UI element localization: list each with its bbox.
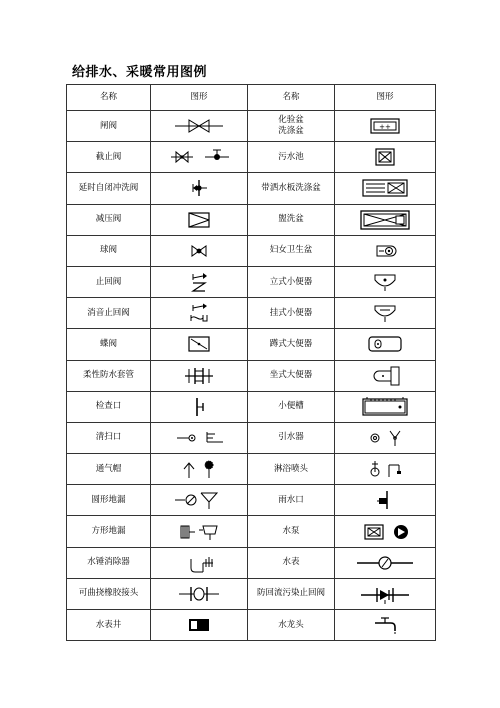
name-cell: 水泵 [248,516,335,547]
symbol-cell [151,360,248,391]
symbol-cell [151,204,248,235]
wall-urinal-icon [335,303,435,323]
name-cell: 盥洗盆 [248,204,335,235]
sewage-pool-icon [335,147,435,167]
name-cell: 减压阀 [67,204,151,235]
name-cell: 水龙头 [248,610,335,641]
table-row [67,329,436,360]
symbol-cell [151,266,248,297]
header-symbol-1: 图形 [151,85,248,111]
symbol-cell [151,454,248,485]
table-row [67,391,436,422]
symbol-cell [335,329,436,360]
cleanout-icon [151,428,247,448]
symbol-cell [335,610,436,641]
water-pump-icon [335,522,435,542]
butterfly-valve-icon [151,334,247,354]
document-title: 给排水、采暖常用图例 [72,65,208,80]
symbol-cell [151,329,248,360]
name-cell: 蹲式大便器 [248,329,335,360]
symbol-cell [335,454,436,485]
water-meter-icon [335,553,435,573]
gate-valve-icon [151,116,247,136]
name-cell: 消音止回阀 [67,298,151,329]
delay-flush-valve-icon [151,178,247,198]
table-row [67,173,436,204]
ball-valve-icon [151,241,247,261]
symbol-cell [151,173,248,204]
table-row [67,578,436,609]
name-cell: 通气帽 [67,454,151,485]
symbol-cell [151,235,248,266]
vent-cap-icon [151,459,247,479]
symbol-cell [335,422,436,453]
name-cell: 淋浴喷头 [248,454,335,485]
backflow-preventer-icon [335,584,435,604]
name-line: 化验盆 [278,115,304,126]
symbol-cell [335,142,436,173]
name-cell: 可曲挠橡胶接头 [67,578,151,609]
symbol-cell [151,298,248,329]
water-hammer-arrester-icon [151,553,247,573]
name-cell: 立式小便器 [248,266,335,297]
name-cell: 闸阀 [67,111,151,142]
symbol-cell [151,610,248,641]
name-cell [248,111,335,142]
symbol-cell [151,142,248,173]
name-cell: 柔性防水套管 [67,360,151,391]
table-row [67,266,436,297]
name-cell: 圆形地漏 [67,485,151,516]
name-cell: 蝶阀 [67,329,151,360]
name-cell: 污水池 [248,142,335,173]
name-cell: 挂式小便器 [248,298,335,329]
silent-check-valve-icon [151,303,247,323]
table-row [67,454,436,485]
table-row [67,422,436,453]
table-row [67,235,436,266]
symbol-cell [335,298,436,329]
symbol-cell [335,391,436,422]
name-cell: 水表井 [67,610,151,641]
urinal-trough-icon [335,397,435,417]
name-cell: 止回阀 [67,266,151,297]
drainboard-sink-icon [335,178,435,198]
inspection-port-icon [151,397,247,417]
name-cell: 检查口 [67,391,151,422]
header-name-1: 名称 [67,85,151,111]
shower-head-icon [335,459,435,479]
pressure-reducing-valve-icon [151,210,247,230]
name-cell: 延时自闭冲洗阀 [67,173,151,204]
square-floor-drain-icon [151,522,247,542]
symbol-cell [335,266,436,297]
symbol-cell [151,111,248,142]
faucet-icon [335,615,435,635]
table-row [67,204,436,235]
name-line: 洗涤盆 [278,126,304,137]
symbol-cell [151,485,248,516]
table-row [67,298,436,329]
standing-urinal-icon [335,272,435,292]
round-floor-drain-icon [151,490,247,510]
table-row [67,485,436,516]
rainwater-inlet-icon [335,490,435,510]
symbol-cell [335,547,436,578]
name-cell: 水锤消除器 [67,547,151,578]
symbol-cell [151,578,248,609]
flexible-rubber-joint-icon [151,584,247,604]
table-row [67,547,436,578]
name-cell: 小便槽 [248,391,335,422]
symbol-cell [151,547,248,578]
table-row [67,360,436,391]
name-cell: 球阀 [67,235,151,266]
svg-text:++: ++ [379,123,391,132]
flexible-waterproof-sleeve-icon [151,366,247,386]
bidet-icon [335,241,435,261]
header-name-2: 名称 [248,85,335,111]
symbol-cell [335,485,436,516]
symbol-cell [335,173,436,204]
legend-table [66,84,436,641]
header-symbol-2: 图形 [335,85,436,111]
name-cell: 引水器 [248,422,335,453]
symbol-cell [335,578,436,609]
name-cell: 坐式大便器 [248,360,335,391]
name-cell: 带洒水板洗涤盆 [248,173,335,204]
name-cell: 水表 [248,547,335,578]
symbol-cell [151,422,248,453]
name-cell: 截止阀 [67,142,151,173]
meter-well-icon [151,615,247,635]
table-row [67,516,436,547]
globe-valve-icon [151,147,247,167]
water-diverter-icon [335,428,435,448]
symbol-cell [335,235,436,266]
table-row [67,142,436,173]
symbol-cell [335,204,436,235]
sitting-toilet-icon [335,366,435,386]
squat-toilet-icon [335,334,435,354]
symbol-cell [335,516,436,547]
name-cell: 雨水口 [248,485,335,516]
symbol-cell [151,391,248,422]
symbol-cell [335,360,436,391]
name-cell: 清扫口 [67,422,151,453]
name-cell: 妇女卫生盆 [248,235,335,266]
symbol-cell [335,111,436,142]
name-cell: 防回流污染止回阀 [248,578,335,609]
table-row [67,111,436,142]
symbol-cell [151,516,248,547]
check-valve-icon [151,272,247,292]
table-row [67,610,436,641]
wash-basin-icon [335,210,435,230]
name-cell: 方形地漏 [67,516,151,547]
lab-basin-icon [335,116,435,136]
header-row [67,85,436,111]
